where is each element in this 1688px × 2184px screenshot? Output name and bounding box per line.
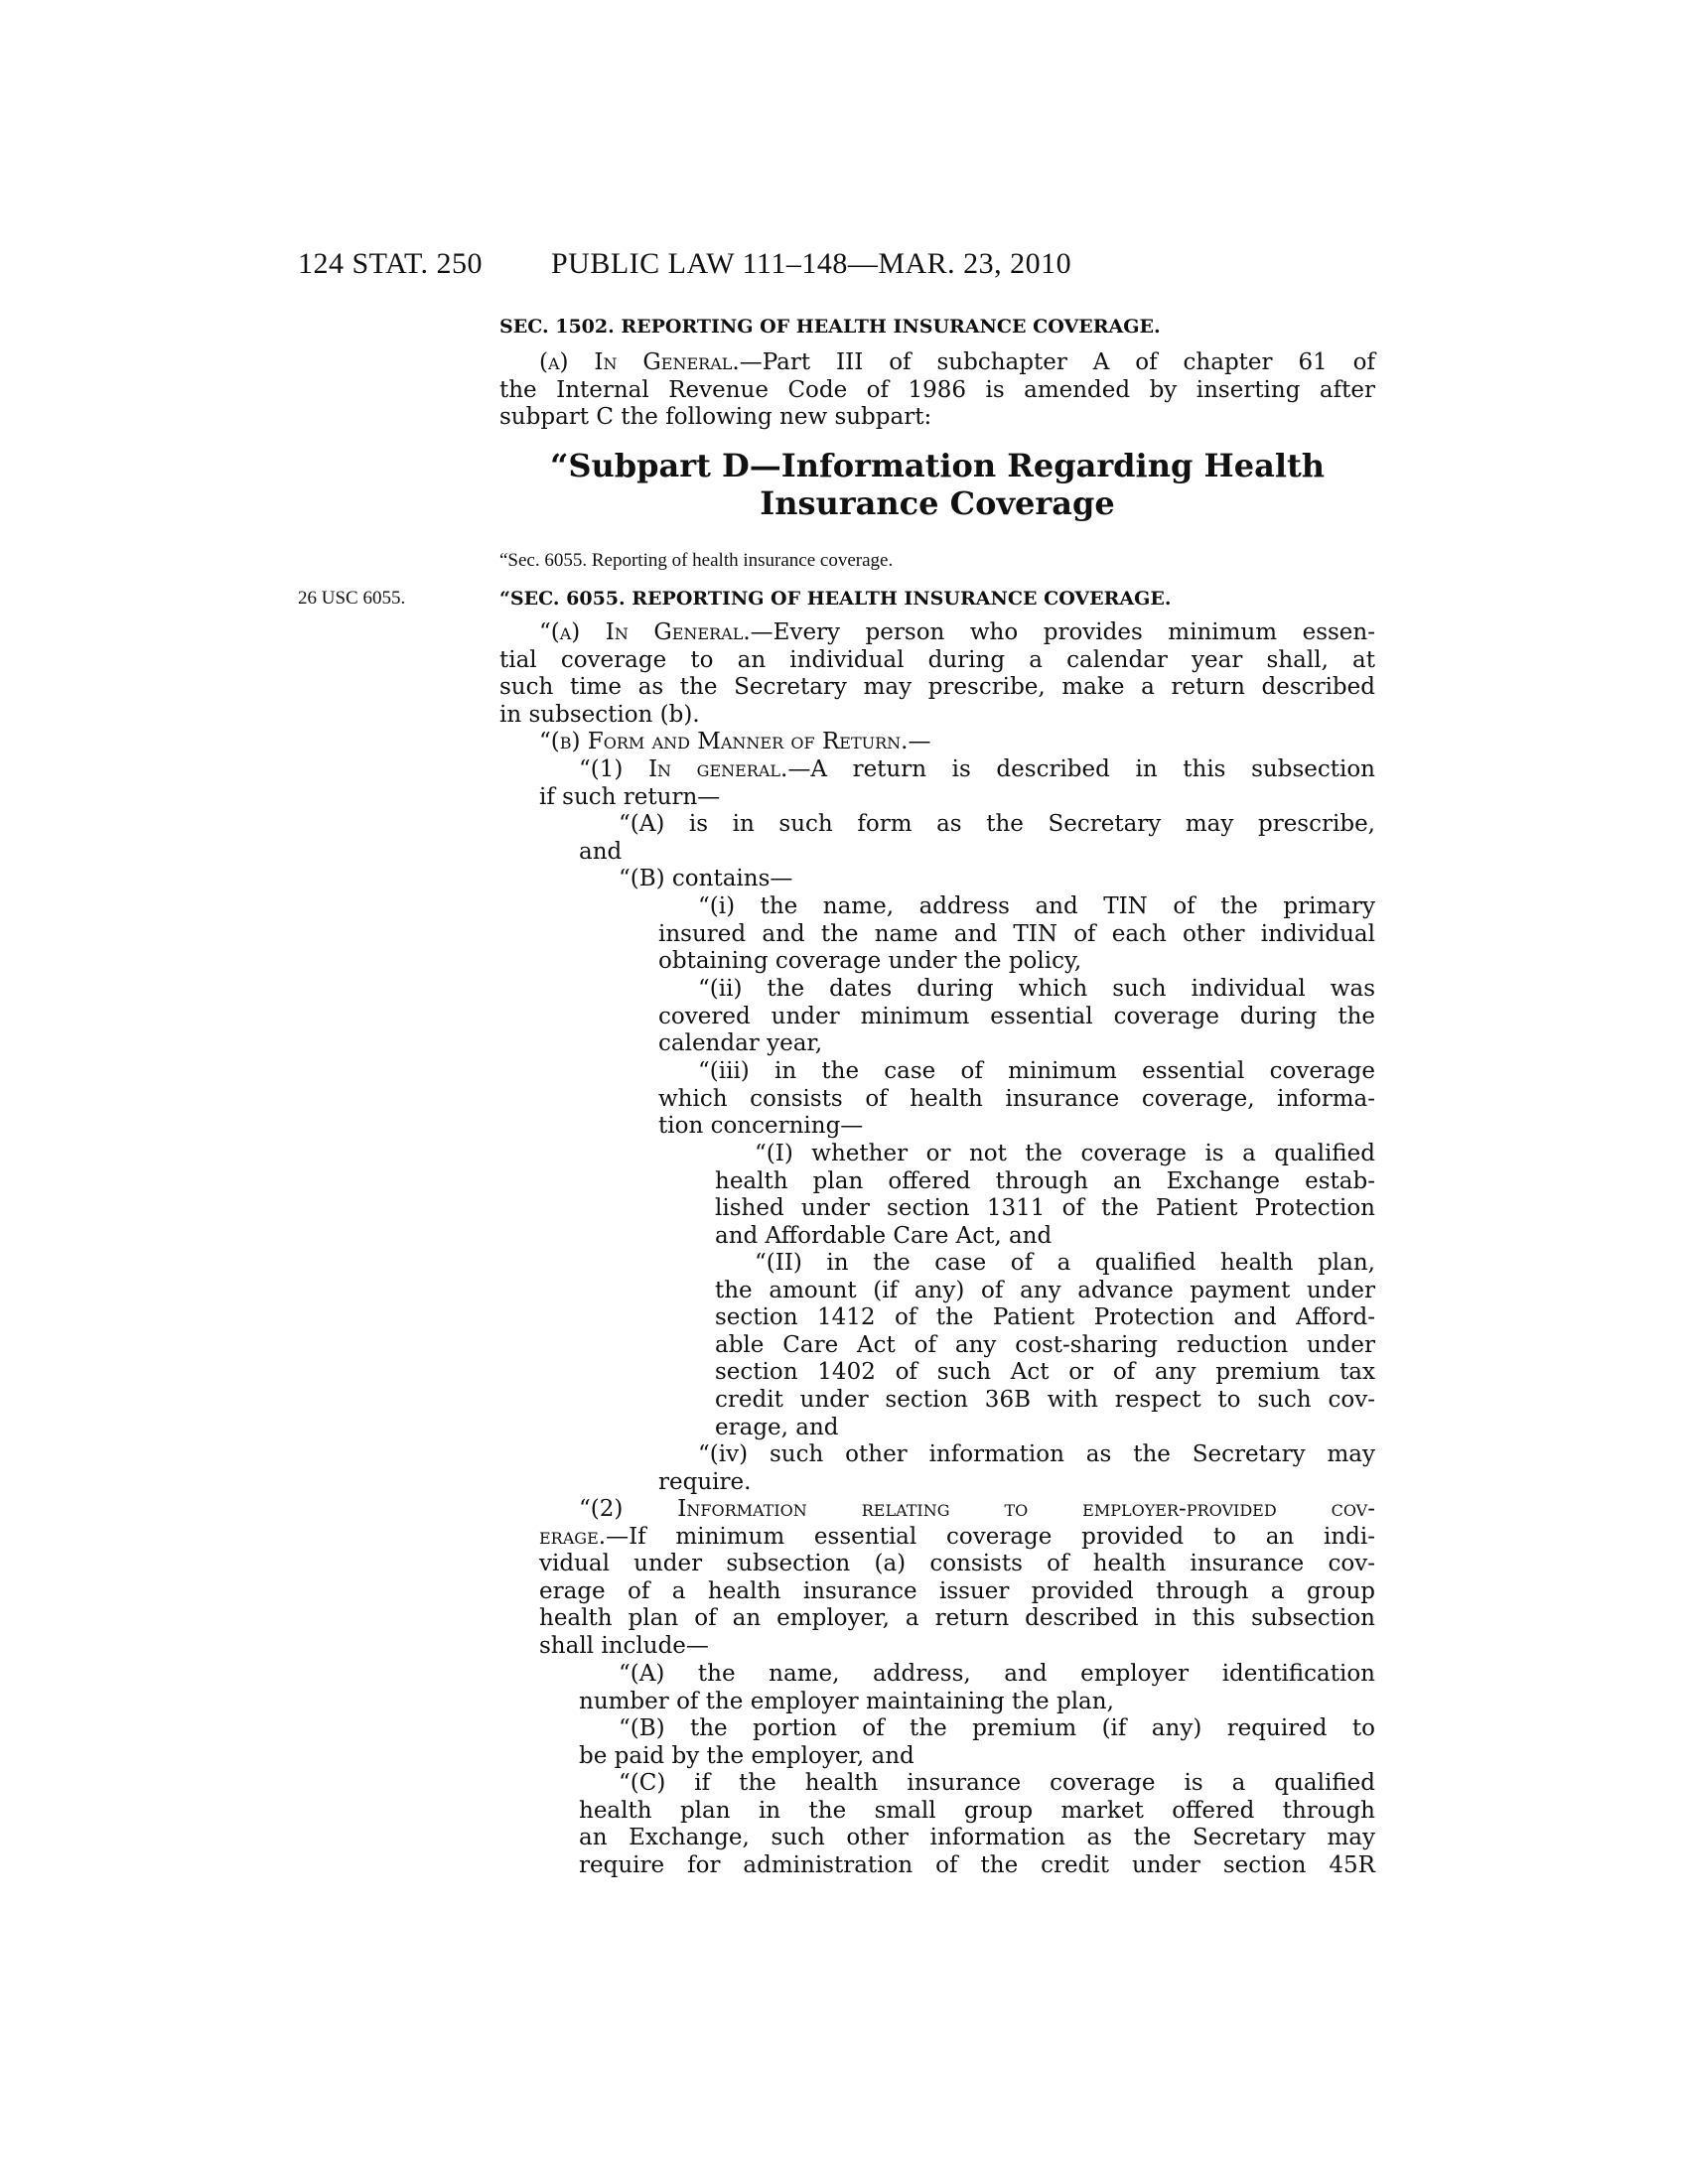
- text-line: such time as the Secretary may prescribe, make a return described: [499, 674, 1375, 701]
- text-line: vidual under subsection (a) consists of health insurance cov-: [539, 1551, 1375, 1577]
- text-line: number of the employer maintaining the plan,: [579, 1688, 1114, 1714]
- margin-citation: 26 USC 6055.: [298, 588, 406, 609]
- paragraph-2-label: “(2) Information relating to employer-provided cov-: [579, 1496, 1375, 1522]
- text-line: be paid by the employer, and: [579, 1742, 914, 1769]
- text-line: erage of a health insurance issuer provided through a group: [539, 1577, 1375, 1604]
- text-line: the Internal Revenue Code of 1986 is amended by inserting after: [499, 376, 1375, 403]
- subsection-b-label: “(b) Form and Manner of Return.: [539, 729, 909, 754]
- paragraph-1-in-general: [539, 756, 1375, 811]
- text-line: “(A) the name, address, and employer identification: [619, 1661, 1375, 1687]
- text-line: which consists of health insurance coverage, informa-: [658, 1085, 1375, 1112]
- text-line: section 1412 of the Patient Protection and Afford-: [715, 1304, 1375, 1331]
- clause-iii: [658, 1058, 1375, 1141]
- section-1502-heading: SEC. 1502. REPORTING OF HEALTH INSURANCE COVERAGE.: [499, 316, 1161, 338]
- section-6055-subsection-a: [499, 619, 1375, 729]
- section-1502-subsection-a: [499, 349, 1375, 432]
- text-line: —Part III of subchapter A of chapter 61 of: [739, 349, 1376, 375]
- text-line: erage, and: [715, 1414, 839, 1440]
- subparagraph-A: [579, 811, 1375, 866]
- section-6055-heading: “SEC. 6055. REPORTING OF HEALTH INSURANCE COVERAGE.: [499, 588, 1172, 610]
- text-line: “(iii) in the case of minimum essential coverage: [698, 1058, 1375, 1084]
- text-line: and: [579, 838, 623, 865]
- text-line: tial coverage to an individual during a calendar year shall, at: [499, 646, 1375, 673]
- text-line: the amount (if any) of any advance payment under: [715, 1277, 1375, 1303]
- text-line: an Exchange, such other information as the Secretary may: [579, 1825, 1375, 1851]
- text-line: lished under section 1311 of the Patient Protection: [715, 1195, 1375, 1222]
- text-line: —A return is described in this subsection: [787, 756, 1375, 782]
- clause-i: [658, 893, 1375, 976]
- text-line: health plan in the small group market offered through: [579, 1797, 1375, 1824]
- text-line: “(i) the name, address and TIN of the primary: [698, 893, 1375, 919]
- text-line: —If minimum essential coverage provided to an indi-: [606, 1523, 1375, 1550]
- text-line: in subsection (b).: [499, 701, 700, 728]
- subpart-d-title: [499, 447, 1375, 522]
- text-line: able Care Act of any cost-sharing reduction under: [715, 1331, 1375, 1358]
- text-line: “(A) is in such form as the Secretary may prescribe,: [619, 811, 1375, 837]
- text-line: “(II) in the case of a qualified health plan,: [755, 1250, 1375, 1276]
- paragraph-2-subparagraph-A: [579, 1661, 1375, 1715]
- subsection-a-label: “(a) In General.: [539, 619, 751, 645]
- subclause-II: [715, 1250, 1375, 1441]
- clause-iv: [658, 1441, 1375, 1496]
- page-stat-reference: 124 STAT. 250: [298, 247, 484, 280]
- section-6055-subsection-b-heading: [539, 729, 1375, 756]
- page-law-reference: PUBLIC LAW 111–148—MAR. 23, 2010: [551, 247, 1072, 280]
- subpart-title-line: “Subpart D—Information Regarding Health: [549, 447, 1326, 484]
- text-line: section 1402 of such Act or of any premium tax: [715, 1359, 1375, 1386]
- subclause-I: [715, 1141, 1375, 1250]
- paragraph-2-label: erage.: [539, 1523, 607, 1550]
- text-line: calendar year,: [658, 1030, 823, 1057]
- paragraph-2-subparagraph-B: [579, 1715, 1375, 1770]
- text-line: “(B) contains—: [619, 866, 793, 891]
- text-line: obtaining coverage under the policy,: [658, 948, 1082, 975]
- text-line: subpart C the following new subpart:: [499, 404, 932, 431]
- subpart-section-listing: “Sec. 6055. Reporting of health insurance coverage.: [499, 550, 894, 571]
- text-line: covered under minimum essential coverage during the: [658, 1003, 1375, 1029]
- text-line: if such return—: [539, 783, 721, 810]
- text-line: insured and the name and TIN of each other individual: [658, 920, 1375, 947]
- text-line: —Every person who provides minimum essen-: [750, 619, 1375, 645]
- text-line: credit under section 36B with respect to such cov-: [715, 1386, 1375, 1413]
- text-line: “(I) whether or not the coverage is a qualified: [755, 1141, 1375, 1166]
- paragraph-2-employer-coverage: [539, 1496, 1375, 1661]
- text-line: require for administration of the credit under section 45R: [579, 1851, 1375, 1878]
- text-line: “(B) the portion of the premium (if any) required to: [619, 1715, 1375, 1741]
- clause-ii: [658, 976, 1375, 1058]
- text-line: and Affordable Care Act, and: [715, 1222, 1053, 1249]
- paragraph-1-label: “(1) In general.: [579, 756, 788, 782]
- paragraph-2-subparagraph-C: [579, 1770, 1375, 1879]
- text-line: tion concerning—: [658, 1113, 864, 1140]
- text-line: “(ii) the dates during which such individual was: [698, 976, 1375, 1002]
- text-line: “(iv) such other information as the Secretary may: [698, 1441, 1375, 1467]
- subpart-title-line: Insurance Coverage: [760, 484, 1115, 522]
- text-line: “(C) if the health insurance coverage is a qualified: [619, 1770, 1375, 1796]
- text-line: health plan of an employer, a return described in this subsection: [539, 1605, 1375, 1632]
- text-line: require.: [658, 1468, 752, 1495]
- text-line: health plan offered through an Exchange estab-: [715, 1167, 1375, 1194]
- text-line: —: [908, 729, 931, 754]
- text-line: shall include—: [539, 1632, 709, 1659]
- subsection-a-label: (a) In General.: [539, 349, 740, 375]
- subparagraph-B: [619, 866, 1375, 893]
